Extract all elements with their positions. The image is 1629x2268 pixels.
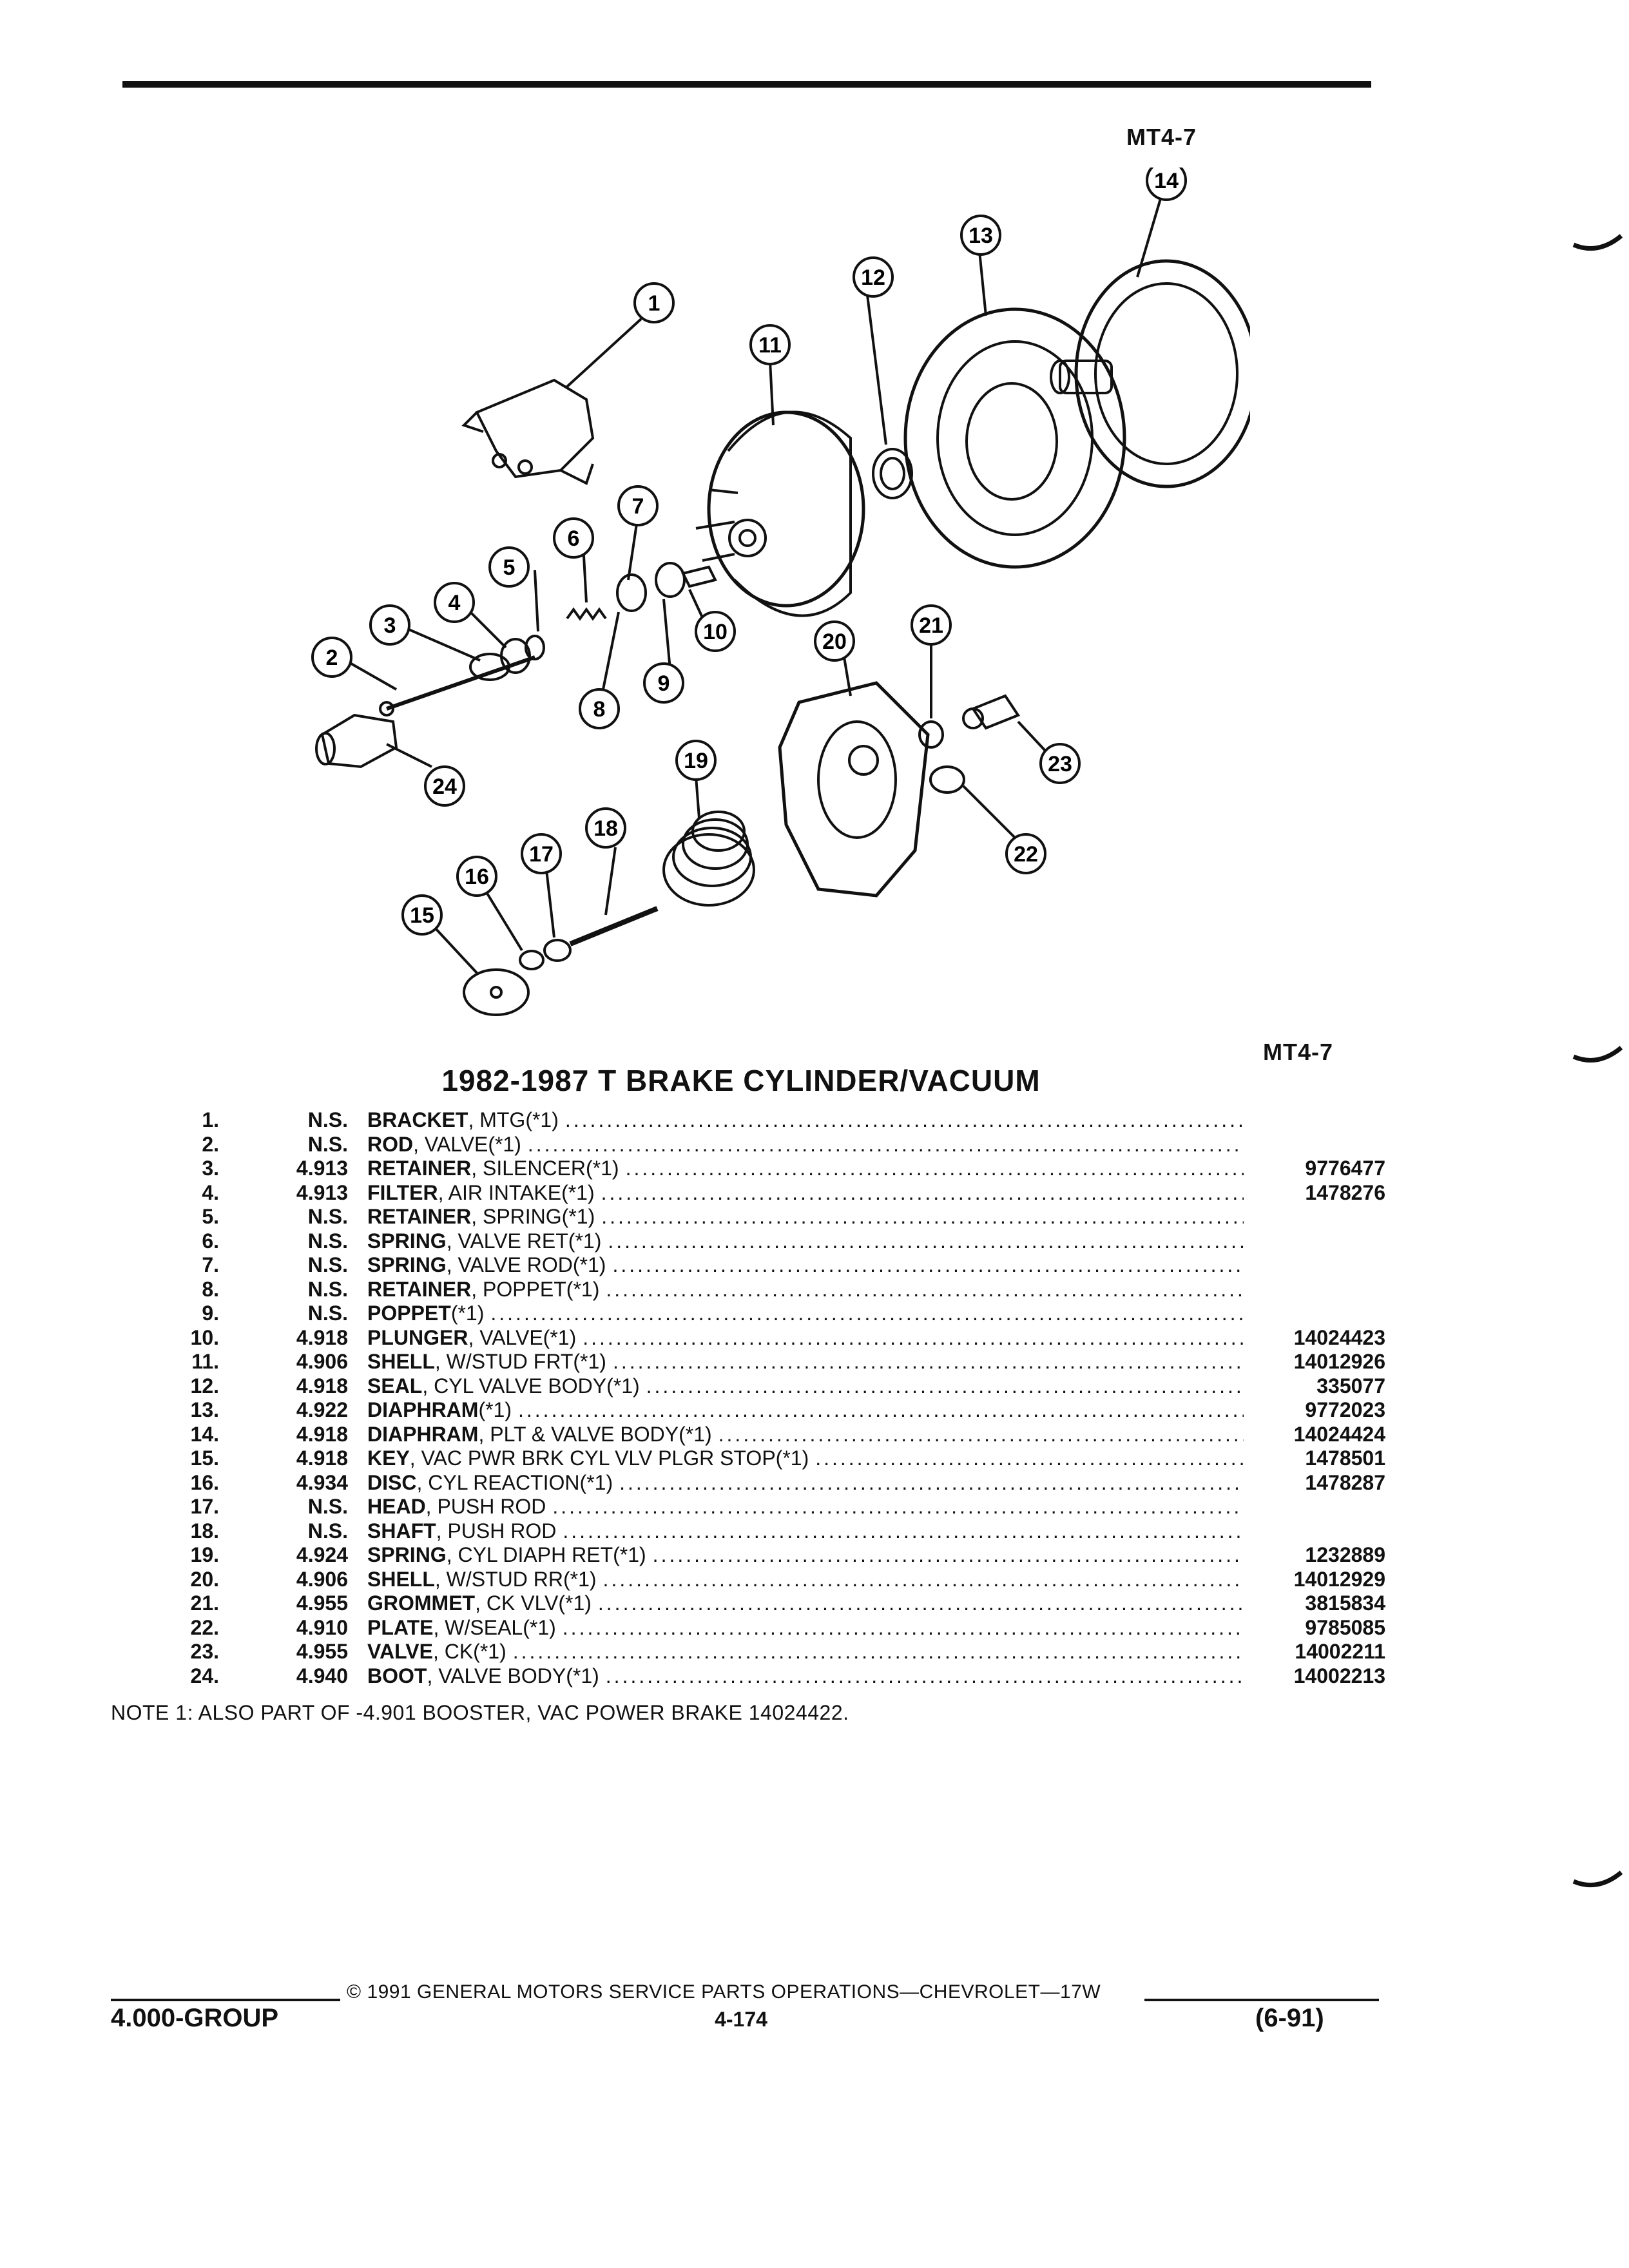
group-number: N.S. [307, 1253, 348, 1276]
note: NOTE 1: ALSO PART OF -4.901 BOOSTER, VAC POWER BRAKE 14024422. [111, 1701, 849, 1724]
part-name: BOOT [367, 1664, 427, 1687]
item-number: 8. [202, 1277, 219, 1301]
callout-label: 17 [529, 842, 554, 867]
part-detail: (*1) [450, 1302, 485, 1325]
part-detail: , VALVE BODY(*1) [427, 1664, 599, 1687]
part-number: 9772023 [1305, 1398, 1385, 1421]
leader-dots [521, 1133, 1244, 1157]
part-number: 335077 [1316, 1374, 1385, 1398]
part-description [367, 1398, 1244, 1423]
figure-code-top: MT4-7 [1126, 124, 1197, 150]
leader-dots [619, 1157, 1244, 1181]
part-description [367, 1108, 1244, 1133]
group-number: 4.906 [296, 1567, 348, 1591]
leader-dots [606, 1350, 1244, 1374]
poppet-part [617, 575, 646, 611]
part-name: GROMMET [367, 1591, 476, 1615]
item-number: 21. [190, 1591, 219, 1615]
leader-dots [606, 1253, 1244, 1278]
leader-dots [546, 1495, 1244, 1519]
leader-dots [712, 1423, 1244, 1447]
item-number: 10. [190, 1325, 219, 1349]
part-number: 14002213 [1293, 1664, 1385, 1687]
callout-label: 22 [1014, 842, 1038, 867]
leader-dots [595, 1181, 1244, 1206]
table-row [148, 1157, 1385, 1181]
group-number: 4.934 [296, 1470, 348, 1494]
table-row [148, 1616, 1385, 1640]
table-row [148, 1326, 1385, 1350]
part-name: HEAD [367, 1495, 426, 1518]
part-description [367, 1253, 1244, 1278]
leader-dots [809, 1446, 1244, 1471]
part-name: KEY [367, 1446, 410, 1470]
item-number: 1. [202, 1108, 219, 1131]
edge-mark [1572, 1869, 1624, 1894]
group-number: 4.955 [296, 1591, 348, 1615]
leader-dots [592, 1591, 1244, 1616]
part-detail: , POPPET(*1) [471, 1277, 600, 1301]
table-row [148, 1664, 1385, 1689]
leader-dots [640, 1374, 1244, 1399]
table-row [148, 1640, 1385, 1664]
reaction-key-part [464, 970, 528, 1015]
table-row [148, 1446, 1385, 1471]
part-description [367, 1326, 1244, 1350]
callout-label: 14 [1154, 169, 1179, 193]
table-row [148, 1568, 1385, 1592]
part-name: RETAINER [367, 1277, 472, 1301]
part-name: BRACKET [367, 1108, 468, 1131]
push-rod-shaft-part [570, 908, 657, 944]
callout-label: 1 [648, 291, 660, 316]
grommet-part [920, 722, 943, 747]
group-number: 4.922 [296, 1398, 348, 1421]
table-row [148, 1302, 1385, 1326]
table-row [148, 1374, 1385, 1399]
part-detail: , AIR INTAKE(*1) [438, 1180, 595, 1204]
part-number: 1478287 [1305, 1470, 1385, 1494]
group-number: N.S. [307, 1108, 348, 1131]
table-row [148, 1495, 1385, 1519]
item-number: 9. [202, 1302, 219, 1325]
item-number: 22. [190, 1615, 219, 1639]
part-detail: , VALVE(*1) [468, 1325, 577, 1349]
item-number: 14. [190, 1422, 219, 1446]
part-name: DISC [367, 1470, 417, 1494]
part-detail: , CYL DIAPH RET(*1) [446, 1543, 646, 1566]
group-number: 4.906 [296, 1350, 348, 1373]
leader-dots [512, 1398, 1244, 1423]
leader-dots [613, 1471, 1244, 1495]
group-number: N.S. [307, 1519, 348, 1542]
group-number: 4.918 [296, 1446, 348, 1470]
group-number: N.S. [307, 1302, 348, 1325]
leader-dots [601, 1229, 1244, 1254]
part-number: 14002211 [1295, 1640, 1385, 1663]
valve-rod-part [387, 657, 535, 709]
table-row [148, 1181, 1385, 1206]
part-name: DIAPHRAM [367, 1422, 479, 1446]
part-detail: , VALVE RET(*1) [446, 1229, 602, 1253]
diaphragm-plate-part [1076, 261, 1250, 486]
callout-label: 18 [593, 816, 618, 841]
group-number: N.S. [307, 1277, 348, 1301]
callout-label: 6 [567, 526, 580, 551]
part-detail: , CYL REACTION(*1) [416, 1470, 613, 1494]
table-row [148, 1229, 1385, 1254]
table-row [148, 1278, 1385, 1302]
part-description [367, 1640, 1244, 1664]
part-number: 14012926 [1293, 1350, 1385, 1373]
leader-dots [556, 1616, 1244, 1640]
group-number: 4.918 [296, 1422, 348, 1446]
table-row [148, 1591, 1385, 1616]
parts-list [148, 1108, 1385, 1688]
part-name: ROD [367, 1132, 414, 1156]
part-number: 3815834 [1305, 1591, 1385, 1615]
part-description [367, 1616, 1244, 1640]
part-detail: , SPRING(*1) [471, 1205, 595, 1228]
table-row [148, 1205, 1385, 1229]
part-description [367, 1591, 1244, 1616]
item-number: 24. [190, 1664, 219, 1687]
leader-dots [559, 1108, 1244, 1133]
part-description [367, 1471, 1244, 1495]
part-name: RETAINER [367, 1157, 472, 1180]
part-description [367, 1181, 1244, 1206]
callout-label: 11 [758, 333, 782, 358]
table-row [148, 1133, 1385, 1157]
part-number: 1232889 [1305, 1543, 1385, 1566]
leader-dots [484, 1302, 1244, 1326]
item-number: 16. [190, 1470, 219, 1494]
callout-label: 13 [969, 224, 993, 248]
part-name: SEAL [367, 1374, 423, 1398]
part-description [367, 1543, 1244, 1568]
part-name: SPRING [367, 1229, 447, 1253]
part-name: PLATE [367, 1615, 434, 1639]
top-rule [122, 81, 1371, 88]
callout-label: 23 [1048, 752, 1072, 776]
part-name: FILTER [367, 1180, 438, 1204]
footer-date: (6-91) [1255, 2004, 1324, 2032]
rear-shell-part [780, 683, 928, 896]
part-name: SHELL [367, 1567, 435, 1591]
item-number: 3. [202, 1157, 219, 1180]
item-number: 12. [190, 1374, 219, 1398]
table-row [148, 1108, 1385, 1133]
part-number: 14012929 [1293, 1567, 1385, 1591]
group-number: N.S. [307, 1205, 348, 1228]
part-detail: , VALVE ROD(*1) [446, 1253, 606, 1276]
table-row [148, 1398, 1385, 1423]
part-number: 1478501 [1305, 1446, 1385, 1470]
part-description [367, 1495, 1244, 1519]
front-shell-part [709, 412, 863, 606]
spring-part [567, 610, 606, 619]
part-name: SHELL [367, 1350, 435, 1373]
callout-label: 15 [410, 903, 434, 928]
group-number: N.S. [307, 1495, 348, 1518]
callout-label: 2 [325, 646, 338, 670]
leader-dots [599, 1278, 1244, 1302]
footer-group: 4.000-GROUP [111, 2004, 279, 2032]
part-detail: , SILENCER(*1) [471, 1157, 619, 1180]
item-number: 19. [190, 1543, 219, 1566]
part-description [367, 1205, 1244, 1229]
plunger-part [656, 563, 684, 597]
leader-dots [506, 1640, 1244, 1664]
leader-dots [556, 1519, 1244, 1544]
item-number: 17. [190, 1495, 219, 1518]
group-number: 4.940 [296, 1664, 348, 1687]
table-row [148, 1350, 1385, 1374]
part-detail: , CK(*1) [432, 1640, 506, 1663]
table-row [148, 1471, 1385, 1495]
part-detail: , MTG(*1) [468, 1108, 559, 1131]
group-number: 4.913 [296, 1180, 348, 1204]
part-detail: , W/STUD FRT(*1) [434, 1350, 606, 1373]
leader-dots [597, 1568, 1244, 1592]
callout-label: 5 [503, 555, 516, 580]
part-name: SHAFT [367, 1519, 436, 1542]
callout-label: 7 [631, 494, 644, 519]
item-number: 2. [202, 1132, 219, 1156]
callout-label: 12 [861, 265, 885, 290]
page-number: 4-174 [715, 2008, 767, 2031]
edge-mark [1572, 232, 1624, 258]
callout-label: 4 [448, 591, 461, 615]
part-name: SPRING [367, 1543, 447, 1566]
item-number: 4. [202, 1180, 219, 1204]
part-detail: , PUSH ROD [436, 1519, 557, 1542]
part-name: PLUNGER [367, 1325, 468, 1349]
table-row [148, 1543, 1385, 1568]
group-number: 4.924 [296, 1543, 348, 1566]
push-rod-head-part [545, 940, 570, 961]
callout-label: 3 [383, 613, 396, 638]
part-number: 9776477 [1305, 1157, 1385, 1180]
callout-label: 9 [657, 671, 670, 696]
part-detail: , W/SEAL(*1) [433, 1615, 556, 1639]
callout-label: 10 [703, 620, 728, 644]
part-detail: , CK VLV(*1) [475, 1591, 592, 1615]
group-number: 4.910 [296, 1615, 348, 1639]
leader-dots [576, 1326, 1244, 1350]
part-name: SPRING [367, 1253, 447, 1276]
part-description [367, 1350, 1244, 1374]
part-name: DIAPHRAM [367, 1398, 479, 1421]
part-number: 9785085 [1305, 1615, 1385, 1639]
callout-label: 19 [684, 749, 708, 773]
callout-label: 8 [593, 697, 606, 722]
leader-dots [646, 1543, 1244, 1568]
part-description [367, 1302, 1244, 1326]
part-detail: , PUSH ROD [425, 1495, 546, 1518]
copyright: © 1991 GENERAL MOTORS SERVICE PARTS OPERATIONS—CHEVROLET—17W [347, 1981, 1101, 2003]
part-description [367, 1133, 1244, 1157]
item-number: 20. [190, 1567, 219, 1591]
part-number: 14024423 [1293, 1325, 1385, 1349]
group-number: N.S. [307, 1229, 348, 1253]
group-number: 4.955 [296, 1640, 348, 1663]
item-number: 13. [190, 1398, 219, 1421]
footer-rule-left [111, 1999, 340, 2001]
exploded-view-diagram [284, 168, 1250, 1057]
callout-label: 21 [919, 613, 943, 638]
table-row [148, 1519, 1385, 1544]
part-detail: , VALVE(*1) [413, 1132, 521, 1156]
part-description [367, 1664, 1244, 1689]
figure-code-bottom: MT4-7 [1263, 1039, 1334, 1065]
group-number: N.S. [307, 1132, 348, 1156]
part-name: POPPET [367, 1302, 451, 1325]
callout-label: 20 [822, 629, 847, 654]
reaction-disc-part [520, 951, 543, 969]
part-description [367, 1157, 1244, 1181]
part-description [367, 1519, 1244, 1544]
part-detail: , W/STUD RR(*1) [434, 1567, 597, 1591]
item-number: 15. [190, 1446, 219, 1470]
item-number: 5. [202, 1205, 219, 1228]
group-number: 4.918 [296, 1374, 348, 1398]
part-name: RETAINER [367, 1205, 472, 1228]
item-number: 6. [202, 1229, 219, 1253]
part-description [367, 1229, 1244, 1254]
item-number: 18. [190, 1519, 219, 1542]
item-number: 11. [191, 1350, 219, 1373]
part-description [367, 1278, 1244, 1302]
callout-label: 16 [465, 865, 489, 889]
footer-rule-right [1144, 1999, 1379, 2001]
part-detail: (*1) [478, 1398, 512, 1421]
group-number: 4.913 [296, 1157, 348, 1180]
part-detail: , PLT & VALVE BODY(*1) [478, 1422, 712, 1446]
part-number: 1478276 [1305, 1180, 1385, 1204]
part-description [367, 1423, 1244, 1447]
item-number: 23. [190, 1640, 219, 1663]
item-number: 7. [202, 1253, 219, 1276]
part-name: VALVE [367, 1640, 433, 1663]
callout-label: 24 [432, 774, 457, 799]
part-description [367, 1568, 1244, 1592]
page-title: 1982-1987 T BRAKE CYLINDER/VACUUM [441, 1064, 1041, 1097]
part-number: 14024424 [1293, 1422, 1385, 1446]
part-description [367, 1374, 1244, 1399]
leader-dots [595, 1205, 1244, 1229]
plate-part [930, 767, 964, 793]
part-description [367, 1446, 1244, 1471]
table-row [148, 1253, 1385, 1278]
edge-mark [1572, 1044, 1624, 1070]
table-row [148, 1423, 1385, 1447]
part-detail: , CYL VALVE BODY(*1) [422, 1374, 640, 1398]
leader-dots [599, 1664, 1244, 1689]
group-number: 4.918 [296, 1325, 348, 1349]
part-detail: , VAC PWR BRK CYL VLV PLGR STOP(*1) [409, 1446, 809, 1470]
